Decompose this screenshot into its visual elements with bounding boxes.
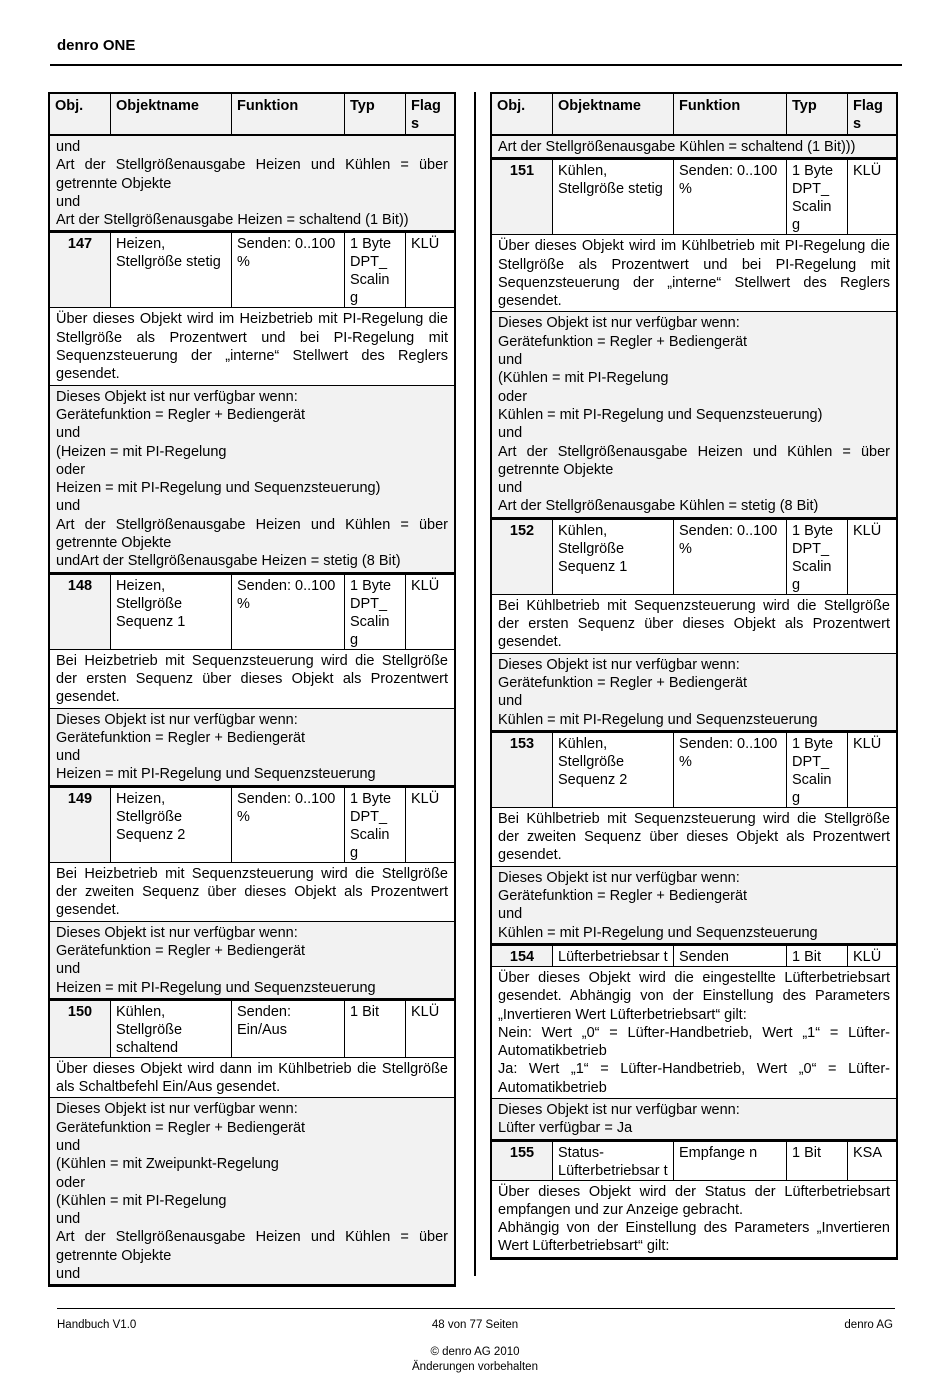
condition-line: Gerätefunktion = Regler + Bediengerät bbox=[498, 674, 748, 691]
description-text: Über dieses Objekt wird im Kühlbetrieb mit PI-Regelung die Stellgröße als Prozentwert und bei PI-Regelung mit Sequenzsteuerung der „interne“ Stellwert des Reglers gesendet. bbox=[498, 238, 890, 310]
object-row-147 bbox=[50, 231, 454, 308]
object-type: 1 Bit bbox=[344, 1001, 405, 1057]
object-type: 1 Byte DPT_ Scalin g bbox=[344, 233, 405, 307]
condition-line: (Kühlen = mit PI-Regelung bbox=[498, 370, 669, 387]
header-objektname: Objektname bbox=[110, 94, 231, 134]
right-column-table bbox=[490, 92, 898, 1260]
condition-line: Gerätefunktion = Regler + Bediengerät bbox=[56, 729, 306, 746]
object-number: 148 bbox=[50, 575, 110, 649]
object-function: Senden bbox=[673, 946, 786, 966]
object-description bbox=[492, 808, 896, 867]
description-text: Über dieses Objekt wird dann im Kühlbetrieb die Stellgröße als Schaltbefehl Ein/Aus gesendet. bbox=[56, 1060, 448, 1096]
condition-line: Gerätefunktion = Regler + Bediengerät bbox=[56, 1119, 306, 1136]
table-body bbox=[490, 92, 898, 1260]
header-flags: Flag s bbox=[847, 94, 896, 134]
continuation-condition-block bbox=[492, 136, 896, 158]
description-text: Bei Heizbetrieb mit Sequenzsteuerung wird die Stellgröße der ersten Sequenz über dieses Objekt als Prozentwert gesendet. bbox=[56, 652, 448, 706]
object-number: 152 bbox=[492, 520, 552, 594]
footer-note: Änderungen vorbehalten bbox=[412, 1361, 538, 1373]
condition-line: und bbox=[498, 906, 523, 923]
availability-condition bbox=[50, 386, 454, 573]
object-description bbox=[492, 595, 896, 654]
header-typ: Typ bbox=[786, 94, 847, 134]
object-type: 1 Byte DPT_ Scalin g bbox=[344, 788, 405, 862]
footer-rule bbox=[57, 1308, 895, 1309]
condition-line: und bbox=[498, 480, 523, 497]
condition-line: undArt der Stellgrößenausgabe Heizen = stetig (8 Bit) bbox=[56, 553, 401, 570]
object-description bbox=[492, 1181, 896, 1258]
condition-line: oder bbox=[56, 461, 86, 478]
description-text: Über dieses Objekt wird im Heizbetrieb mit PI-Regelung die Stellgröße als Prozentwert und bei PI-Regelung mit Sequenzsteuerung der „interne“ Stellwert des Reglers gesendet. bbox=[56, 311, 448, 383]
object-name: Heizen, Stellgröße stetig bbox=[110, 233, 231, 307]
footer-copyright: © denro AG 2010 bbox=[430, 1346, 520, 1358]
object-number: 155 bbox=[492, 1142, 552, 1180]
availability-condition bbox=[492, 1099, 896, 1140]
object-function: Empfange n bbox=[673, 1142, 786, 1180]
object-flags: KSA bbox=[847, 1142, 896, 1180]
footer-manual-version: Handbuch V1.0 bbox=[57, 1319, 137, 1331]
object-row-151 bbox=[492, 158, 896, 235]
condition-line: Kühlen = mit PI-Regelung und Sequenzsteuerung bbox=[498, 924, 818, 941]
condition-line: Dieses Objekt ist nur verfügbar wenn: bbox=[498, 315, 740, 332]
header-rule bbox=[50, 64, 902, 66]
description-line: Über dieses Objekt wird die eingestellte Lüfterbetriebsart gesendet. Abhängig von der Einstellung des Parameters „Invertieren Wert Lüfterbetriebsart“ gilt: bbox=[498, 969, 890, 1023]
condition-line: und bbox=[56, 139, 81, 155]
object-name: Heizen, Stellgröße Sequenz 1 bbox=[110, 575, 231, 649]
table-header-row bbox=[492, 92, 896, 136]
object-description bbox=[50, 650, 454, 709]
condition-line: Art der Stellgrößenausgabe Heizen und Kühlen = über getrennte Objekte bbox=[56, 157, 448, 192]
object-type: 1 Byte DPT_ Scalin g bbox=[786, 733, 847, 807]
description-text: Bei Kühlbetrieb mit Sequenzsteuerung wird die Stellgröße der ersten Sequenz über dieses Objekt als Prozentwert gesendet. bbox=[498, 597, 890, 651]
object-flags: KLÜ bbox=[405, 788, 454, 862]
condition-line: Lüfter verfügbar = Ja bbox=[498, 1120, 633, 1137]
object-flags: KLÜ bbox=[405, 233, 454, 307]
condition-line: Art der Stellgrößenausgabe Heizen und Kühlen = über getrennte Objekte bbox=[498, 443, 890, 478]
object-description bbox=[492, 967, 896, 1099]
condition-line: Heizen = mit PI-Regelung und Sequenzsteuerung bbox=[56, 766, 376, 783]
description-line: Nein: Wert „0“ = Lüfter-Handbetrieb, Wert „1“ = Lüfter-Automatikbetrieb bbox=[498, 1024, 890, 1060]
object-row-152 bbox=[492, 518, 896, 595]
condition-line: Art der Stellgrößenausgabe Kühlen = stetig (8 Bit) bbox=[498, 498, 819, 515]
availability-condition bbox=[50, 922, 454, 999]
condition-line: Gerätefunktion = Regler + Bediengerät bbox=[56, 406, 306, 423]
object-flags: KLÜ bbox=[405, 575, 454, 649]
object-flags: KLÜ bbox=[847, 733, 896, 807]
object-row-154 bbox=[492, 944, 896, 967]
condition-line: und bbox=[56, 748, 81, 765]
header-flags: Flag s bbox=[405, 94, 454, 134]
object-number: 150 bbox=[50, 1001, 110, 1057]
object-type: 1 Byte DPT_ Scalin g bbox=[786, 160, 847, 234]
condition-line: (Kühlen = mit PI-Regelung bbox=[56, 1192, 227, 1209]
condition-line: und bbox=[498, 693, 523, 710]
object-number: 151 bbox=[492, 160, 552, 234]
condition-line: Dieses Objekt ist nur verfügbar wenn: bbox=[56, 1101, 298, 1118]
object-row-153 bbox=[492, 731, 896, 808]
condition-line: Art der Stellgrößenausgabe Kühlen = schaltend (1 Bit))) bbox=[498, 139, 856, 155]
condition-line: und bbox=[498, 425, 523, 442]
condition-line: Heizen = mit PI-Regelung und Sequenzsteuerung bbox=[56, 979, 376, 996]
condition-line: Gerätefunktion = Regler + Bediengerät bbox=[498, 333, 748, 350]
object-description bbox=[50, 863, 454, 922]
footer-page-number: 48 von 77 Seiten bbox=[431, 1319, 519, 1331]
condition-line: und bbox=[56, 1266, 81, 1283]
document-header-title: denro ONE bbox=[57, 37, 136, 54]
condition-line: und bbox=[56, 498, 81, 515]
condition-line: oder bbox=[56, 1174, 86, 1191]
continuation-condition-block bbox=[50, 136, 454, 231]
condition-line: und bbox=[56, 961, 81, 978]
object-name: Lüfterbetriebsar t bbox=[552, 946, 673, 966]
object-function: Senden: 0..100 % bbox=[673, 733, 786, 807]
object-type: 1 Byte DPT_ Scalin g bbox=[786, 520, 847, 594]
header-funktion: Funktion bbox=[231, 94, 344, 134]
availability-condition bbox=[492, 312, 896, 517]
object-function: Senden: 0..100 % bbox=[231, 575, 344, 649]
condition-line: Dieses Objekt ist nur verfügbar wenn: bbox=[498, 656, 740, 673]
condition-line: Dieses Objekt ist nur verfügbar wenn: bbox=[498, 1101, 740, 1118]
condition-line: und bbox=[498, 352, 523, 369]
object-number: 154 bbox=[492, 946, 552, 966]
condition-line: Gerätefunktion = Regler + Bediengerät bbox=[498, 888, 748, 905]
header-objektname: Objektname bbox=[552, 94, 673, 134]
availability-condition bbox=[492, 867, 896, 944]
description-line: Abhängig von der Einstellung des Parameters „Invertieren Wert Lüfterbetriebsart“ gilt: bbox=[498, 1220, 890, 1255]
object-flags: KLÜ bbox=[847, 946, 896, 966]
description-line: Ja: Wert „1“ = Lüfter-Handbetrieb, Wert „0“ = Lüfter-Automatikbetrieb bbox=[498, 1061, 890, 1096]
availability-condition bbox=[492, 654, 896, 731]
object-name: Status-Lüfterbetriebsar t bbox=[552, 1142, 673, 1180]
object-function: Senden: 0..100 % bbox=[231, 788, 344, 862]
object-name: Heizen, Stellgröße Sequenz 2 bbox=[110, 788, 231, 862]
object-type: 1 Bit bbox=[786, 946, 847, 966]
condition-line: (Kühlen = mit Zweipunkt-Regelung bbox=[56, 1156, 279, 1173]
table-header-row bbox=[50, 92, 454, 136]
object-type: 1 Bit bbox=[786, 1142, 847, 1180]
condition-line: Gerätefunktion = Regler + Bediengerät bbox=[56, 942, 306, 959]
condition-line: und bbox=[56, 1137, 81, 1154]
object-row-155 bbox=[492, 1140, 896, 1181]
object-flags: KLÜ bbox=[847, 520, 896, 594]
condition-line: Dieses Objekt ist nur verfügbar wenn: bbox=[56, 711, 298, 728]
object-description bbox=[492, 235, 896, 312]
availability-condition bbox=[50, 709, 454, 786]
condition-line: Art der Stellgrößenausgabe Heizen und Kühlen = über getrennte Objekte bbox=[56, 1229, 448, 1264]
availability-condition bbox=[50, 1098, 454, 1285]
object-function: Senden: 0..100 % bbox=[673, 520, 786, 594]
condition-line: Art der Stellgrößenausgabe Heizen = schaltend (1 Bit)) bbox=[56, 212, 409, 229]
condition-line: Dieses Objekt ist nur verfügbar wenn: bbox=[498, 869, 740, 886]
object-function: Senden: Ein/Aus bbox=[231, 1001, 344, 1057]
object-type: 1 Byte DPT_ Scalin g bbox=[344, 575, 405, 649]
header-obj: Obj. bbox=[497, 98, 526, 114]
column-separator bbox=[474, 92, 476, 1276]
object-flags: KLÜ bbox=[405, 1001, 454, 1057]
table-body bbox=[48, 92, 456, 1287]
object-name: Kühlen, Stellgröße schaltend bbox=[110, 1001, 231, 1057]
description-text: Bei Kühlbetrieb mit Sequenzsteuerung wird die Stellgröße der zweiten Sequenz über dieses Objekt als Prozentwert gesendet. bbox=[498, 810, 890, 864]
object-description bbox=[50, 308, 454, 385]
left-column-table bbox=[48, 92, 456, 1287]
object-description bbox=[50, 1058, 454, 1099]
object-function: Senden: 0..100 % bbox=[231, 233, 344, 307]
condition-line: Heizen = mit PI-Regelung und Sequenzsteuerung) bbox=[56, 480, 381, 497]
object-row-150 bbox=[50, 999, 454, 1058]
condition-line: und bbox=[56, 425, 81, 442]
object-name: Kühlen, Stellgröße Sequenz 2 bbox=[552, 733, 673, 807]
object-number: 153 bbox=[492, 733, 552, 807]
condition-line: Dieses Objekt ist nur verfügbar wenn: bbox=[56, 924, 298, 941]
object-number: 147 bbox=[50, 233, 110, 307]
object-function: Senden: 0..100 % bbox=[673, 160, 786, 234]
description-text: Bei Heizbetrieb mit Sequenzsteuerung wird die Stellgröße der zweiten Sequenz über dieses Objekt als Prozentwert gesendet. bbox=[56, 865, 448, 919]
object-flags: KLÜ bbox=[847, 160, 896, 234]
condition-line: oder bbox=[498, 388, 528, 405]
object-row-148 bbox=[50, 573, 454, 650]
condition-line: (Heizen = mit PI-Regelung bbox=[56, 443, 227, 460]
condition-line: Art der Stellgrößenausgabe Heizen und Kühlen = über getrennte Objekte bbox=[56, 516, 448, 552]
object-name: Kühlen, Stellgröße Sequenz 1 bbox=[552, 520, 673, 594]
object-name: Kühlen, Stellgröße stetig bbox=[552, 160, 673, 234]
header-obj: Obj. bbox=[55, 98, 84, 114]
condition-line: Kühlen = mit PI-Regelung und Sequenzsteuerung) bbox=[498, 406, 823, 423]
header-funktion: Funktion bbox=[673, 94, 786, 134]
condition-line: und bbox=[56, 1211, 81, 1228]
footer-company: denro AG bbox=[844, 1319, 893, 1331]
object-row-149 bbox=[50, 786, 454, 863]
condition-line: und bbox=[56, 193, 81, 210]
object-number: 149 bbox=[50, 788, 110, 862]
description-line: Über dieses Objekt wird der Status der Lüfterbetriebsart empfangen und zur Anzeige gebracht. bbox=[498, 1183, 890, 1218]
condition-line: Kühlen = mit PI-Regelung und Sequenzsteuerung bbox=[498, 711, 818, 728]
header-typ: Typ bbox=[344, 94, 405, 134]
condition-line: Dieses Objekt ist nur verfügbar wenn: bbox=[56, 388, 298, 405]
